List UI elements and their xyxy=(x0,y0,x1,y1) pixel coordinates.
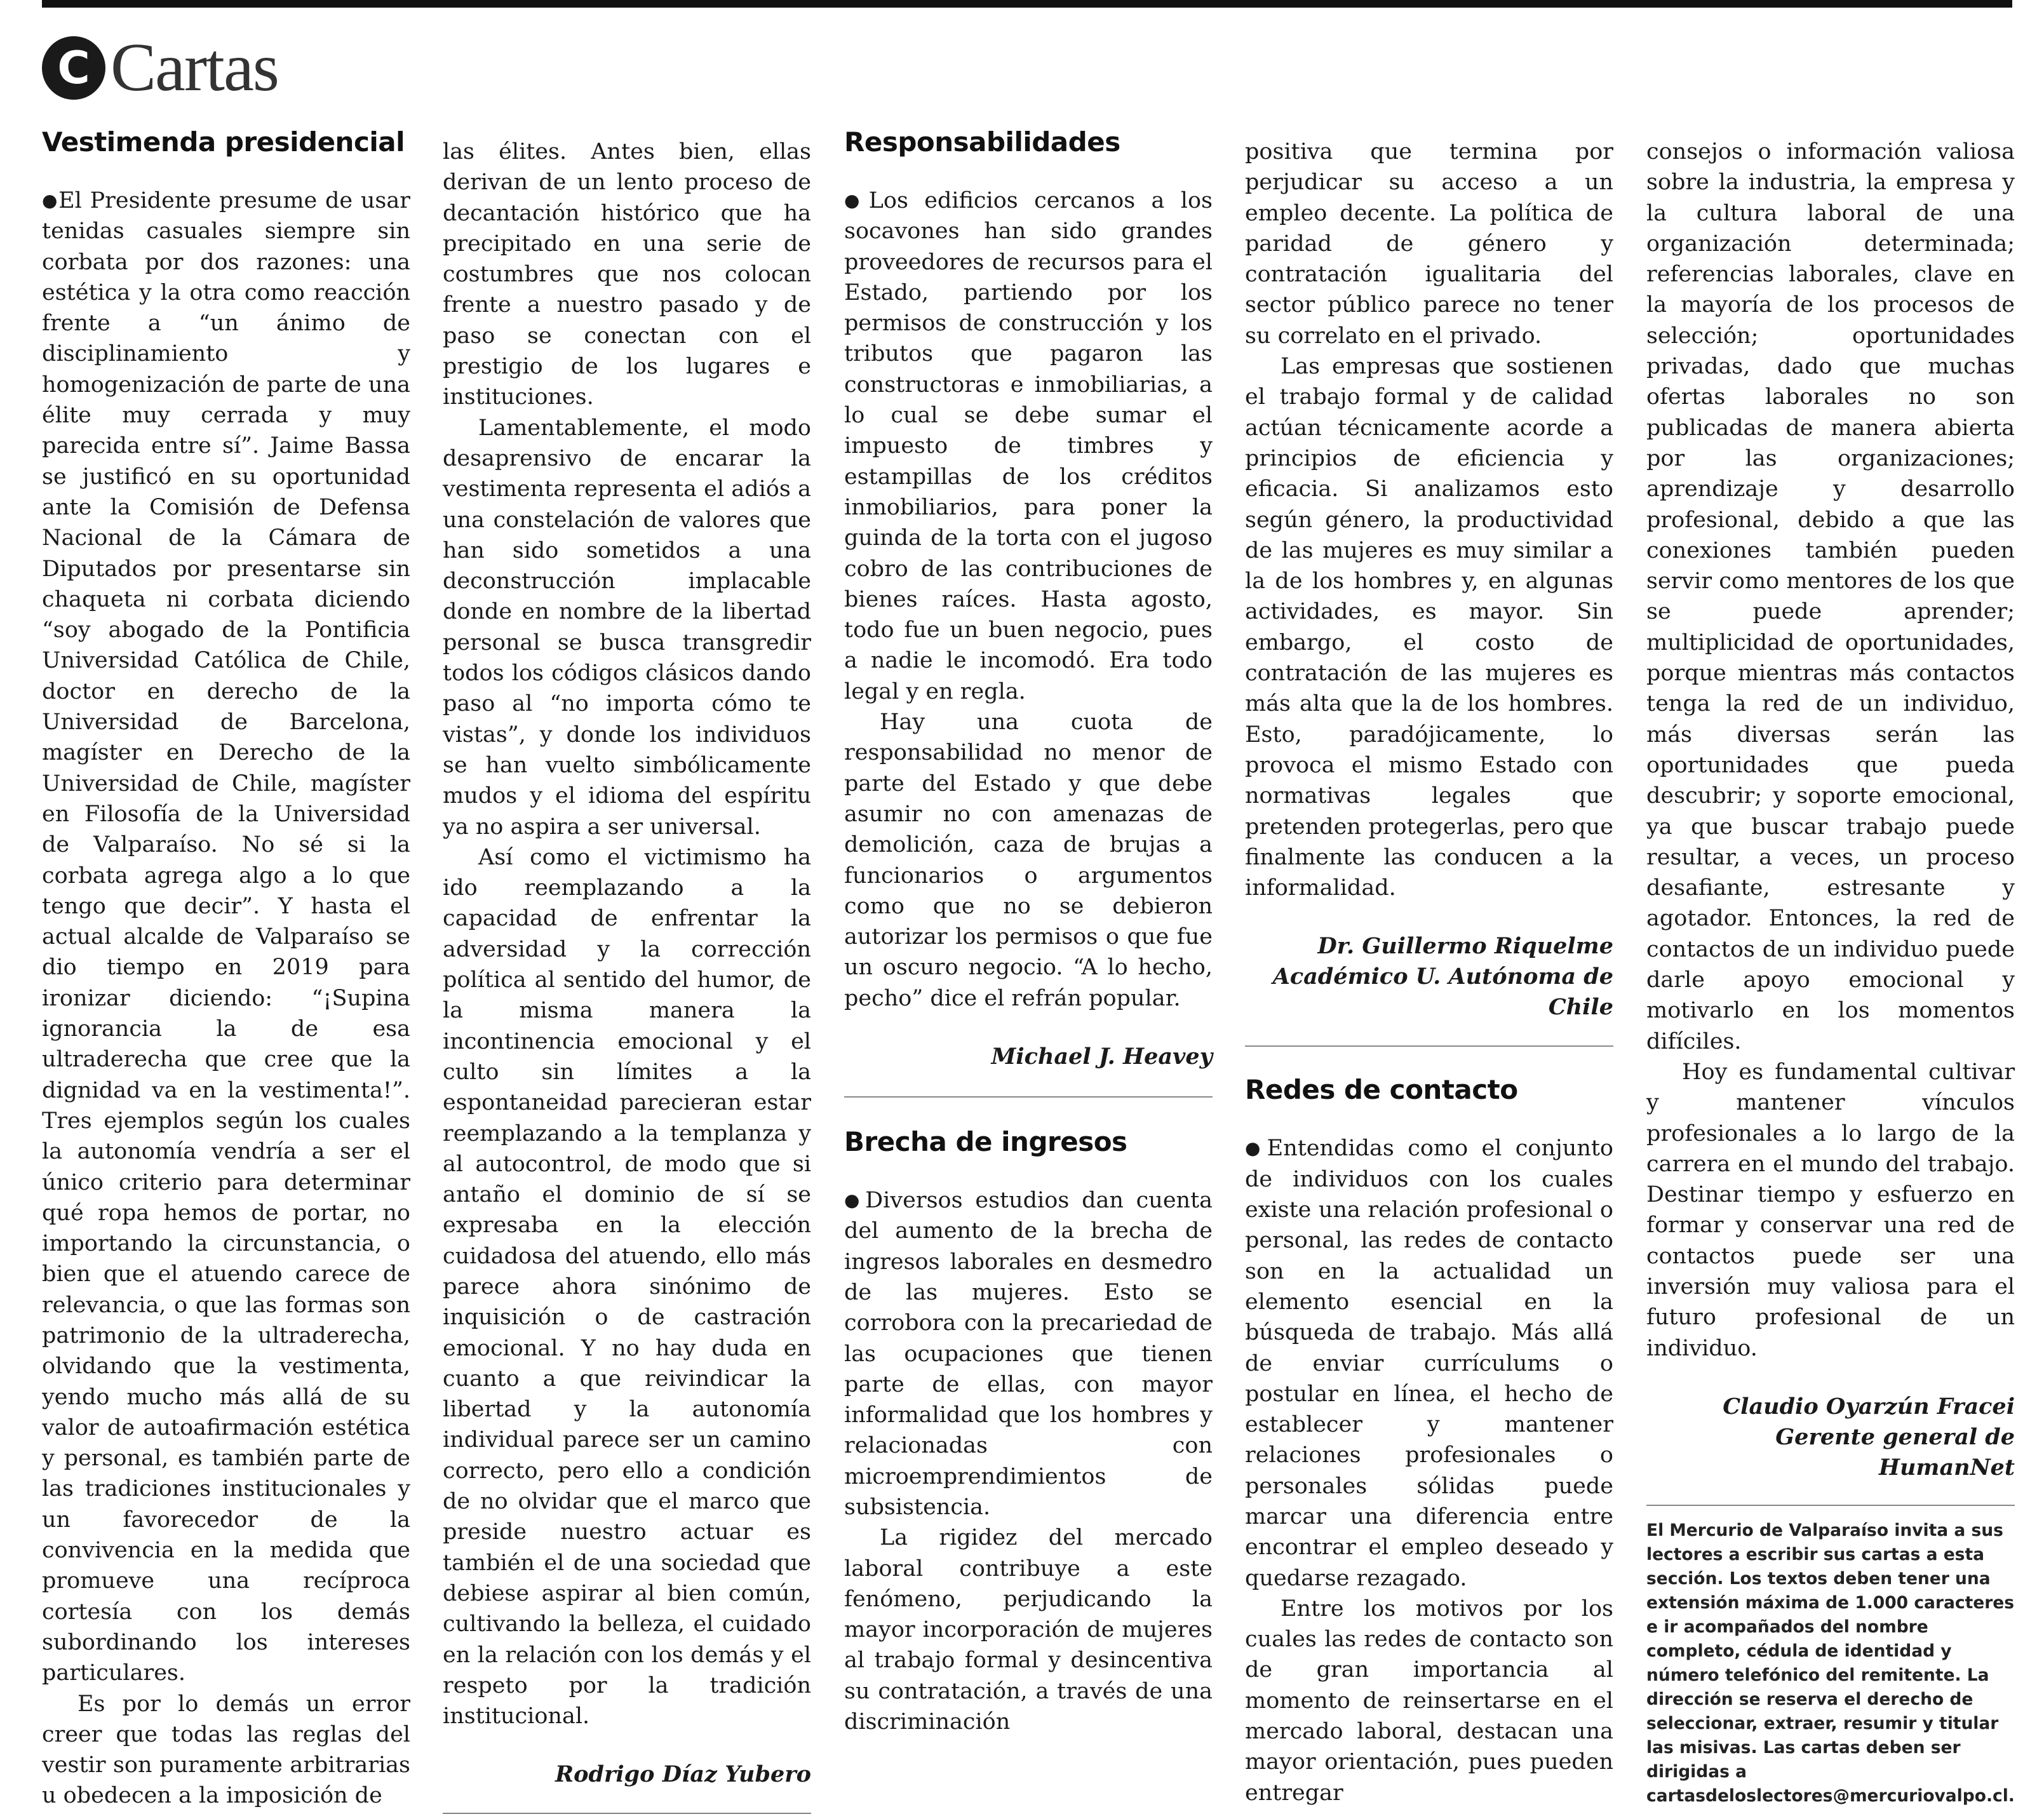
editor-note: El Mercurio de Valparaíso invita a sus lectores a escribir sus cartas a esta sección. Los textos deben tener una extensión máxima de 1.000 caracteres e ir acompañados del nombre completo, cédula de identidad y número telefónico del remitente. La dirección se reserva el derecho de seleccionar, extraer, resumir y titular las misivas. Las cartas deben ser dirigidas a cartasdeloslectores@mercuriovalpo.cl. xyxy=(1646,1520,2015,1806)
letter-paragraph: Así como el victimismo ha ido reemplazando a la capacidad de enfrentar la adversidad y la corrección política al sentido del humor, de la misma manera la incontinencia emocional y el culto sin límites a la espontaneidad parecieran estar reemplazando a la templanza y al autocontrol, de modo que si antaño el dominio de sí se expresaba en la elección cuidadosa del atuendo, ello más parece ahora sinónimo de inquisición o de castración emocional. Y no hay duda en cuanto a que reivindicar la libertad y la autonomía individual parece ser un camino correcto, pero ello a condición de no olvidar que el marco que preside nuestro actuar es también el de una sociedad que debiese aspirar al bien común, cultivando la belleza, el cuidado en la relación con los demás y el respeto por la tradición institucional. xyxy=(443,844,811,1730)
letter-paragraph: Hoy es fundamental cultivar y mantener vínculos profesionales a lo largo de la carrera en el mundo del trabajo. Destinar tiempo y esfuerzo en formar y conservar una red de contactos puede ser una inversión muy valiosa para el futuro profesional de un individuo. xyxy=(1646,1059,2015,1361)
column-3 xyxy=(844,124,1213,1737)
section-masthead xyxy=(42,30,278,105)
letter-paragraph: Es por lo demás un error creer que todas las reglas del vestir son puramente arbitrarias u obedecen a la imposición de xyxy=(42,1691,410,1809)
letter-paragraph: La rigidez del mercado laboral contribuye a este fenómeno, perjudicando la mayor incorporación de mujeres al trabajo formal y desincentiva su contratación, a través de una discriminación xyxy=(844,1525,1213,1735)
column-4 xyxy=(1245,137,1613,1808)
letter-signature-title: Académico U. Autónoma de Chile xyxy=(1272,964,1613,1021)
divider xyxy=(1646,1505,2015,1506)
top-rule xyxy=(42,0,2012,8)
section-title: Cartas xyxy=(111,30,278,105)
letter-paragraph: positiva que termina por perjudicar su acceso a un empleo decente. La política de paridad de género y contratación igualitaria del sector público parece no tener su correlato en el privado. xyxy=(1245,139,1613,349)
letter-paragraph: Lamentablemente, el modo desaprensivo de encarar la vestimenta representa el adiós a una constelación de valores que han sido sometidos a una deconstrucción implacable donde en nombre de la libertad personal se busca transgredir todos los códigos clásicos dando paso al “no importa cómo te vistas”, y donde los individuos se han vuelto simbólicamente mudos y el idioma del espíritu ya no aspira a ser universal. xyxy=(443,415,811,840)
divider xyxy=(1245,1045,1613,1047)
letter-headline: Responsabilidades xyxy=(844,126,1120,158)
bullet-icon: ● xyxy=(844,190,869,211)
section-initial: C xyxy=(57,42,90,94)
letter-paragraph: ●Diversos estudios dan cuenta del aumento de la brecha de ingresos laborales en desmedro de las mujeres. Esto se corrobora con la precariedad de las ocupaciones que tienen parte de ellas, con mayor informalidad que los hombres y relacionadas con microemprendimientos de subsistencia. xyxy=(844,1188,1213,1520)
letter-paragraph: Hay una cuota de responsabilidad no menor de parte del Estado y que debe asumir no con amenazas de demolición, caza de brujas a funcionarios o argumentos como que no se debieron autorizar los permisos o que fue un oscuro negocio. “A lo hecho, pecho” dice el refrán popular. xyxy=(844,709,1213,1011)
letter-signature: Claudio Oyarzún Fracei xyxy=(1723,1393,2015,1420)
letter-paragraph: las élites. Antes bien, ellas derivan de un lento proceso de decantación histórico que ha precipitado en una serie de costumbres que nos colocan frente a nuestro pasado y de paso se conectan con el prestigio de los lugares e instituciones. xyxy=(443,139,811,410)
letter-paragraph: consejos o información valiosa sobre la industria, la empresa y la cultura laboral de una organización determinada; referencias laborales, clave en la mayoría de los procesos de selección; oportunidades privadas, dado que muchas ofertas laborales no son publicadas de manera abierta por las organizaciones; aprendizaje y desarrollo profesional, debido a que las conexiones también pueden servir como mentores de los que se puede aprender; multiplicidad de oportunidades, porque mientras más contactos tenga la red de un individuo, más diversas serán las oportunidades que pueda descubrir; y soporte emocional, ya que buscar trabajo puede resultar, a veces, un proceso desafiante, estresante y agotador. Entonces, la red de contactos de un individuo puede darle apoyo emocional y motivarlo en los momentos difíciles. xyxy=(1646,139,2015,1054)
bullet-icon: ● xyxy=(844,1190,866,1211)
letter-paragraph: Entre los motivos por los cuales las redes de contacto son de gran importancia al momento de reinsertarse en el mercado laboral, destacan una mayor orientación, pues pueden entregar xyxy=(1245,1596,1613,1806)
letter-paragraph: ●Los edificios cercanos a los socavones han sido grandes proveedores de recursos para el Estado, partiendo por los permisos de construcción y los tributos que pagaron las constructoras e inmobiliarias, a lo cual se debe sumar el impuesto de timbres y estampillas de los créditos inmobiliarios, para poner la guinda de la torta con el jugoso cobro de las contribuciones de bienes raíces. Hasta agosto, todo fue un buen negocio, pues a nadie le incomodó. Era todo legal y en regla. xyxy=(844,188,1213,704)
letter-headline: Redes de contacto xyxy=(1245,1074,1518,1106)
letter-headline: Vestimenda presidencial xyxy=(42,126,405,158)
letter-paragraph: ●Entendidas como el conjunto de individuos con los cuales existe una relación profesional o personal, las redes de contacto son en la actualidad un elemento esencial en la búsqueda de trabajo. Más allá de enviar currículums o postular en línea, el hecho de establecer y mantener relaciones profesionales o personales sólidas puede marcar una diferencia entre encontrar el empleo deseado y quedarse rezagado. xyxy=(1245,1136,1613,1591)
letter-paragraph: ●El Presidente presume de usar tenidas casuales siempre sin corbata por dos razones: una estética y la otra como reacción frente a “un ánimo de disciplinamiento y homogenización de parte de una élite muy cerrada y muy parecida entre sí”. Jaime Bassa se justificó en su oportunidad ante la Comisión de Defensa Nacional de la Cámara de Diputados por presentarse sin chaqueta ni corbata diciendo “soy abogado de la Pontificia Universidad Católica de Chile, doctor en derecho de la Universidad de Barcelona, magíster en Derecho de la Universidad de Chile, magíster en Filosofía de la Universidad de Valparaíso. No sé si la corbata agrega algo a lo que tengo que decir”. Y hasta el actual alcalde de Valparaíso se dio tiempo en 2019 para ironizar diciendo: “¡Supina ignorancia la de esa ultraderecha que cree que la dignidad va en la vestimenta!”. Tres ejemplos según los cuales la autonomía vendría a ser el único criterio para determinar qué ropa hemos de portar, no importando la circunstancia, o bien que el atuendo carece de relevancia, o que las formas son patrimonio de la ultraderecha, olvidando que la vestimenta, yendo mucho más allá de su valor de autoafirmación estética y personal, es también parte de las tradiciones institucionales y un favorecedor de la convivencia en la medida que promueve una recíproca cortesía con los demás subordinando los intereses particulares. xyxy=(42,188,410,1686)
column-1 xyxy=(42,124,410,1811)
letter-signature: Michael J. Heavey xyxy=(991,1044,1213,1070)
column-2 xyxy=(443,137,811,1814)
letter-headline: Brecha de ingresos xyxy=(844,1126,1127,1158)
letter-signature: Dr. Guillermo Riquelme xyxy=(1317,933,1613,960)
section-logo xyxy=(42,36,105,100)
letter-signature-title: Gerente general de HumanNet xyxy=(1775,1423,2015,1481)
bullet-icon: ● xyxy=(1245,1138,1267,1159)
column-5 xyxy=(1646,137,2015,1808)
letter-paragraph: Las empresas que sostienen el trabajo formal y de calidad actúan técnicamente acorde a principios de eficiencia y eficacia. Si analizamos esto según género, la productividad de las mujeres es muy similar a la de los hombres y, en algunas actividades, es mayor. Sin embargo, el costo de contratación de las mujeres es más alta que la de los hombres. Esto, paradójicamente, lo provoca el mismo Estado con normativas legales que pretenden protegerlas, pero que finalmente las conducen a la informalidad. xyxy=(1245,354,1613,901)
divider xyxy=(844,1096,1213,1098)
bullet-icon: ● xyxy=(42,190,59,211)
letter-signature: Rodrigo Díaz Yubero xyxy=(555,1761,811,1788)
